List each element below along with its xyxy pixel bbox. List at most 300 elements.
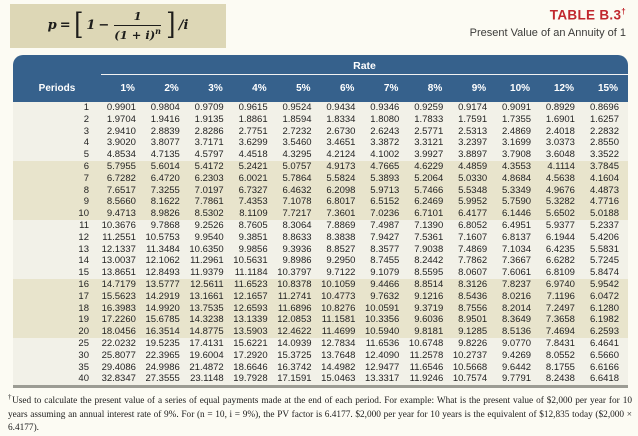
rate-header-5%: 5% [277,75,321,103]
formula-close-bracket: ] [166,6,176,42]
value-cell: 9.9540 [189,232,233,244]
period-cell: 10 [13,208,101,220]
value-cell: 9.7868 [145,220,189,232]
value-cell: 10.2737 [452,350,496,362]
value-cell: 9.3719 [408,303,452,315]
value-cell: 15.6785 [145,314,189,326]
value-cell: 9.8226 [452,338,496,350]
value-cell: 6.7101 [408,208,452,220]
value-cell: 7.0197 [189,185,233,197]
value-cell: 10.0591 [364,303,408,315]
value-cell: 11.3484 [145,244,189,256]
rate-header-8%: 8% [408,75,452,103]
value-cell: 29.4086 [101,362,145,374]
value-cell: 19.6004 [189,350,233,362]
value-cell: 12.5611 [189,279,233,291]
value-cell: 5.6014 [145,161,189,173]
value-cell: 0.9901 [101,102,145,114]
rate-header-3%: 3% [189,75,233,103]
period-cell: 18 [13,303,101,315]
value-cell: 7.5361 [408,232,452,244]
value-cell: 8.7556 [452,303,496,315]
value-cell: 2.4018 [540,126,584,138]
value-cell: 1.8334 [321,114,365,126]
value-cell: 7.1034 [496,244,540,256]
rate-header-1%: 1% [101,75,145,103]
value-cell: 5.0330 [452,173,496,185]
value-cell: 0.8929 [540,102,584,114]
value-cell: 5.8474 [584,267,628,279]
value-cell: 7.2497 [540,303,584,315]
value-cell: 5.0188 [584,208,628,220]
value-cell: 7.4987 [364,220,408,232]
value-cell: 7.3658 [540,314,584,326]
table-row [13,362,628,374]
value-cell: 0.9709 [189,102,233,114]
period-cell: 20 [13,326,101,338]
value-cell: 4.9676 [540,185,584,197]
value-cell: 2.6730 [321,126,365,138]
value-cell: 15.3725 [277,350,321,362]
value-cell: 8.0607 [452,267,496,279]
value-cell: 0.9174 [452,102,496,114]
value-cell: 2.2832 [584,126,628,138]
formula-fraction [114,10,161,41]
value-cell: 7.7862 [452,255,496,267]
table-row [13,291,628,303]
period-cell: 25 [13,338,101,350]
period-cell: 12 [13,232,101,244]
value-cell: 3.7171 [189,137,233,149]
footnote-dagger: † [8,393,13,401]
value-cell: 10.8276 [321,303,365,315]
value-cell: 3.3522 [584,149,628,161]
value-cell: 5.5824 [321,173,365,185]
value-cell: 12.1657 [233,291,277,303]
value-cell: 6.8017 [321,196,365,208]
value-cell: 10.5631 [233,255,277,267]
value-cell: 4.5638 [540,173,584,185]
value-cell: 8.5436 [452,291,496,303]
value-cell: 3.7908 [496,149,540,161]
value-cell: 19.5235 [145,338,189,350]
value-cell: 8.0552 [540,350,584,362]
value-cell: 13.3317 [364,373,408,385]
value-cell: 4.8684 [496,173,540,185]
value-cell: 9.6442 [496,362,540,374]
period-cell: 11 [13,220,101,232]
value-cell: 3.9927 [408,149,452,161]
value-cell: 3.8077 [145,137,189,149]
value-cell: 5.4206 [584,232,628,244]
value-cell: 6.0021 [233,173,277,185]
value-cell: 14.8775 [189,326,233,338]
value-cell: 2.8286 [189,126,233,138]
value-cell: 9.4713 [101,208,145,220]
value-cell: 2.5771 [408,126,452,138]
value-cell: 6.4641 [584,338,628,350]
value-cell: 23.1148 [189,373,233,385]
value-cell: 7.6061 [496,267,540,279]
value-cell: 11.2578 [408,350,452,362]
value-cell: 8.3126 [452,279,496,291]
formula-denominator [114,26,161,42]
table-row [13,185,628,197]
formula-one: 1 [86,18,96,34]
value-cell: 7.3601 [321,208,365,220]
value-cell: 7.1390 [408,220,452,232]
value-cell: 4.9173 [321,161,365,173]
value-cell: 10.7574 [452,373,496,385]
value-cell: 3.6299 [233,137,277,149]
value-cell: 6.6282 [540,255,584,267]
value-cell: 14.0939 [277,338,321,350]
value-cell: 5.6502 [540,208,584,220]
value-cell: 0.9524 [277,102,321,114]
value-cell: 9.3936 [277,244,321,256]
value-cell: 4.4518 [233,149,277,161]
value-cell: 7.9038 [408,244,452,256]
value-cell: 8.5302 [189,208,233,220]
value-cell: 6.1280 [584,303,628,315]
table-row [13,196,628,208]
value-cell: 32.8347 [101,373,145,385]
value-cell: 1.7591 [452,114,496,126]
period-cell: 2 [13,114,101,126]
value-cell: 0.9434 [321,102,365,114]
value-cell: 1.8080 [364,114,408,126]
value-cell: 6.4235 [540,244,584,256]
period-cell: 9 [13,196,101,208]
period-cell: 4 [13,137,101,149]
value-cell: 10.5940 [364,326,408,338]
periods-header: Periods [13,75,101,103]
value-cell: 5.4172 [189,161,233,173]
rate-header-12%: 12% [540,75,584,103]
value-cell: 14.7179 [101,279,145,291]
rate-header-2%: 2% [145,75,189,103]
rate-header-6%: 6% [321,75,365,103]
value-cell: 22.0232 [101,338,145,350]
value-cell: 5.7590 [496,196,540,208]
value-cell: 6.8109 [540,267,584,279]
value-cell: 7.7861 [189,196,233,208]
value-cell: 22.3965 [145,350,189,362]
value-cell: 11.9379 [189,267,233,279]
page-title-text: TABLE B.3 [549,7,622,23]
value-cell: 9.1216 [408,291,452,303]
formula-equals: = [59,18,71,34]
value-cell: 7.6517 [101,185,145,197]
value-cell: 11.6896 [277,303,321,315]
value-cell: 5.5348 [452,185,496,197]
value-cell: 8.5660 [101,196,145,208]
value-cell: 17.2920 [233,350,277,362]
rate-header-10%: 10% [496,75,540,103]
table-row [13,114,628,126]
value-cell: 3.9020 [101,137,145,149]
value-cell: 16.3983 [101,303,145,315]
value-cell: 7.0236 [364,208,408,220]
value-cell: 3.5460 [277,137,321,149]
table-row [13,373,628,385]
value-cell: 9.1079 [364,267,408,279]
rate-header-4%: 4% [233,75,277,103]
value-cell: 9.8986 [277,255,321,267]
value-cell: 6.4632 [277,185,321,197]
value-cell: 11.9246 [408,373,452,385]
value-cell: 9.4466 [364,279,408,291]
table-row [13,232,628,244]
value-cell: 7.4694 [540,326,584,338]
value-cell: 8.7605 [233,220,277,232]
table-row [13,137,628,149]
value-cell: 4.6229 [408,161,452,173]
value-cell: 12.1337 [101,244,145,256]
value-cell: 11.6536 [364,338,408,350]
value-cell: 7.4869 [452,244,496,256]
value-cell: 12.1062 [145,255,189,267]
value-cell: 6.2098 [321,185,365,197]
value-cell: 10.5753 [145,232,189,244]
formula-minus: − [98,18,110,34]
value-cell: 9.8181 [408,326,452,338]
value-cell: 5.9952 [452,196,496,208]
value-cell: 3.2397 [452,137,496,149]
value-cell: 11.2551 [101,232,145,244]
value-cell: 8.3649 [496,314,540,326]
period-cell: 7 [13,173,101,185]
value-cell: 10.5668 [452,362,496,374]
value-cell: 13.8651 [101,267,145,279]
value-cell: 6.8137 [496,232,540,244]
period-cell: 19 [13,314,101,326]
value-cell: 0.9346 [364,102,408,114]
value-cell: 8.3064 [277,220,321,232]
value-cell: 17.4131 [189,338,233,350]
table-row [13,102,628,114]
footnote [8,392,632,436]
value-cell: 5.3349 [496,185,540,197]
value-cell: 1.8594 [277,114,321,126]
period-cell: 13 [13,244,101,256]
value-cell: 11.1581 [321,314,365,326]
value-cell: 8.2442 [408,255,452,267]
value-cell: 12.6593 [233,303,277,315]
period-cell: 16 [13,279,101,291]
value-cell: 10.3356 [364,314,408,326]
value-cell: 5.5831 [584,244,628,256]
value-cell: 5.2064 [408,173,452,185]
value-cell: 7.7217 [277,208,321,220]
value-cell: 3.6048 [540,149,584,161]
value-cell: 19.7928 [233,373,277,385]
value-cell: 3.3121 [408,137,452,149]
value-cell: 9.7632 [364,291,408,303]
value-cell: 0.9615 [233,102,277,114]
value-cell: 5.3893 [364,173,408,185]
column-header-row [13,75,628,103]
value-cell: 12.4090 [364,350,408,362]
pv-annuity-of-1-table [13,55,628,385]
value-cell: 6.8052 [452,220,496,232]
value-cell: 8.5136 [496,326,540,338]
value-cell: 2.5313 [452,126,496,138]
value-cell: 4.2124 [321,149,365,161]
value-cell: 2.9410 [101,126,145,138]
value-cell: 3.7845 [584,161,628,173]
value-cell: 7.4353 [233,196,277,208]
value-cell: 10.6350 [189,244,233,256]
table-row [13,279,628,291]
value-cell: 4.7716 [584,196,628,208]
value-cell: 8.1755 [540,362,584,374]
value-cell: 4.4859 [452,161,496,173]
value-cell: 3.1699 [496,137,540,149]
value-cell: 15.5623 [101,291,145,303]
value-cell: 10.3797 [277,267,321,279]
value-cell: 8.2014 [496,303,540,315]
formula-divisor: /i [178,18,189,34]
pv-annuity-formula [47,6,189,42]
table-row [13,173,628,185]
value-cell: 4.7665 [364,161,408,173]
value-cell: 2.6243 [364,126,408,138]
value-cell: 2.4869 [496,126,540,138]
value-cell: 27.3555 [145,373,189,385]
value-cell: 7.3667 [496,255,540,267]
period-cell: 14 [13,255,101,267]
value-cell: 15.0463 [321,373,365,385]
value-cell: 11.4699 [321,326,365,338]
value-cell: 14.3238 [189,314,233,326]
value-cell: 16.3514 [145,326,189,338]
value-cell: 5.7466 [408,185,452,197]
table-row [13,126,628,138]
footnote-text: Used to calculate the present value of a series of equal payments made at the end of each period. For example: What is the present value of $2,000 per year for 10 years assuming an annual interest rate of 9%. For (n = 10, i = 9%), the PV factor is 6.4177. $2,000 per year for 10 years is the equivalent of $12,835 today ($2,000 × 6.4177). [8,396,632,434]
table-row [13,149,628,161]
value-cell: 5.0757 [277,161,321,173]
rate-group-header: Rate [101,55,628,75]
value-cell: 18.0456 [101,326,145,338]
value-cell: 9.7122 [321,267,365,279]
value-cell: 5.2421 [233,161,277,173]
value-cell: 1.9416 [145,114,189,126]
value-cell: 7.1196 [540,291,584,303]
value-cell: 5.7245 [584,255,628,267]
value-cell: 8.9826 [145,208,189,220]
value-cell: 14.4982 [321,362,365,374]
page-subtitle: Present Value of an Annuity of 1 [469,26,626,39]
table-header [13,55,628,102]
value-cell: 3.0373 [540,137,584,149]
value-cell: 6.1944 [540,232,584,244]
value-cell: 7.8237 [496,279,540,291]
table-row [13,161,628,173]
rate-header-row [13,55,628,75]
value-cell: 1.9704 [101,114,145,126]
formula-lhs: p [47,18,57,34]
rate-header-15%: 15% [584,75,628,103]
period-cell: 8 [13,185,101,197]
value-cell: 4.1604 [584,173,628,185]
formula-numerator: 1 [114,10,161,25]
value-cell: 2.8839 [145,126,189,138]
value-cell: 15.6221 [233,338,277,350]
formula-open-bracket: [ [73,6,84,42]
value-cell: 8.8527 [321,244,365,256]
period-cell: 1 [13,102,101,114]
value-cell: 13.7535 [189,303,233,315]
table-row [13,350,628,362]
value-cell: 6.9740 [540,279,584,291]
value-cell: 6.0472 [584,291,628,303]
value-cell: 10.4773 [321,291,365,303]
period-cell: 30 [13,350,101,362]
value-cell: 8.5595 [408,267,452,279]
value-cell: 4.1114 [540,161,584,173]
value-cell: 18.6646 [233,362,277,374]
value-cell: 2.7751 [233,126,277,138]
value-cell: 9.6036 [408,314,452,326]
value-cell: 3.4651 [321,137,365,149]
value-cell: 11.2961 [189,255,233,267]
value-cell: 17.2260 [101,314,145,326]
header-corner-cell [13,55,101,75]
value-cell: 25.8077 [101,350,145,362]
value-cell: 7.9427 [364,232,408,244]
value-cell: 7.3255 [145,185,189,197]
value-cell: 8.3838 [321,232,365,244]
value-cell: 13.0037 [101,255,145,267]
table-row [13,255,628,267]
value-cell: 1.8861 [233,114,277,126]
value-cell: 17.1591 [277,373,321,385]
value-cell: 11.6546 [408,362,452,374]
value-cell: 8.9501 [452,314,496,326]
value-cell: 6.4177 [452,208,496,220]
value-cell: 5.7864 [277,173,321,185]
value-cell: 24.9986 [145,362,189,374]
table-row [13,244,628,256]
value-cell: 6.7282 [101,173,145,185]
value-cell: 6.1982 [584,314,628,326]
value-cell: 5.2337 [584,220,628,232]
value-cell: 5.9542 [584,279,628,291]
value-cell: 12.7834 [321,338,365,350]
title-dagger: † [621,7,626,16]
value-cell: 4.3295 [277,149,321,161]
value-cell: 9.1285 [452,326,496,338]
table-row [13,326,628,338]
value-cell: 9.0770 [496,338,540,350]
value-cell: 14.2919 [145,291,189,303]
rate-header-9%: 9% [452,75,496,103]
table-row [13,208,628,220]
value-cell: 6.6166 [584,362,628,374]
value-cell: 5.9377 [540,220,584,232]
value-cell: 4.7135 [145,149,189,161]
value-cell: 8.1622 [145,196,189,208]
table-row [13,267,628,279]
rate-header-7%: 7% [364,75,408,103]
value-cell: 10.1059 [321,279,365,291]
value-cell: 3.3872 [364,137,408,149]
value-cell: 14.9920 [145,303,189,315]
value-cell: 4.4873 [584,185,628,197]
value-cell: 12.0853 [277,314,321,326]
value-cell: 1.9135 [189,114,233,126]
